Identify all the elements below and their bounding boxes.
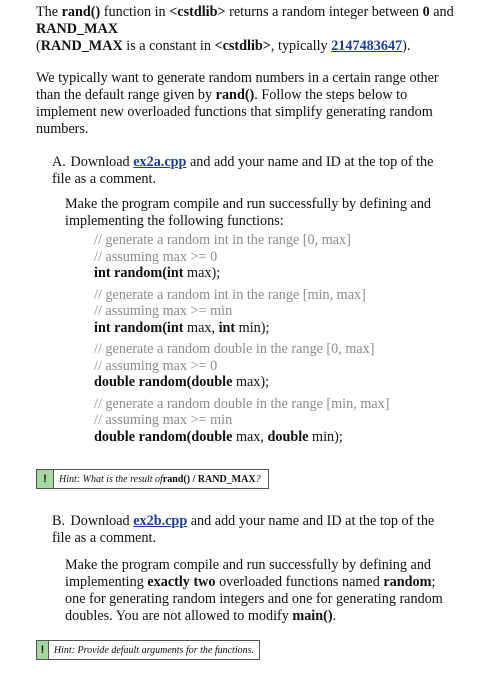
function-name: random( [110,265,167,281]
param-name: max [183,265,212,281]
param-type: int [166,319,184,336]
param-name: max [232,428,261,445]
function-name: random( [135,374,192,390]
return-type: int [94,265,111,281]
function-declaration [94,341,464,391]
intro-text: , typically [270,38,332,54]
step-a-label: A. [52,154,66,170]
rand-max-value-link[interactable]: 2147483647 [331,38,403,54]
code-comment: // assuming max >= 0 [94,357,218,374]
intro-description [36,70,466,138]
step-text: Download [70,154,134,170]
hint-box [36,640,260,660]
main-function-name: main() [292,608,333,624]
code-comment: // assuming max >= 0 [94,248,218,265]
instruction-text: ; one for generating random integers and one for generating random doubles. You are not allowed to modify [65,574,443,624]
function-declaration [94,232,464,282]
rand-function-name: rand() [61,4,101,20]
paren: ( [36,38,41,54]
param-name: max [232,374,261,390]
function-signature [94,374,464,391]
zero-value: 0 [422,4,430,20]
rand-max-name: RAND_MAX [36,21,118,37]
param-type: double [191,428,233,445]
param-name: max [183,319,212,336]
function-name: random( [110,319,167,336]
intro-text: is a constant in [122,38,215,54]
instruction-text: overloaded functions named [215,574,384,590]
hint-text [54,470,266,488]
function-declaration [94,287,464,337]
ex2b-file-link[interactable]: ex2b.cpp [133,513,188,529]
step-b-instruction [52,557,452,625]
step-b-label: B. [52,513,66,529]
instruction-text: . [332,608,337,624]
param-type: int [166,265,184,281]
hint-box [36,469,269,489]
return-type: int [94,319,111,336]
param-type: int [218,319,236,336]
param-name: min [235,319,261,336]
function-name: random [383,574,432,590]
step-a [52,154,452,230]
function-signature [94,320,464,337]
param-name: min [308,428,335,445]
function-name: random( [135,428,192,445]
intro-text: function in [100,4,170,20]
hint-icon: ! [37,641,49,659]
step-text: and add your name and ID at the top of the file as a comment. [52,513,435,546]
intro-paragraph [36,4,466,55]
param-separator: , [260,428,268,445]
signature-end: ); [260,319,270,336]
cstdlib-header-name: <cstdlib> [214,38,271,54]
code-comment: // assuming max >= min [94,303,233,319]
hint-icon: ! [37,470,54,488]
function-declaration [94,396,464,446]
step-text: Download [70,513,134,529]
step-a-instruction: Make the program compile and run successfully by defining and implementing the following functions: [65,196,432,229]
signature-end: ); [260,374,270,390]
signature-end: ); [334,428,343,445]
cstdlib-header-name: <cstdlib> [169,4,226,20]
hint-code: rand() / RAND_MAX [162,473,256,485]
ex2a-file-link[interactable]: ex2a.cpp [133,154,187,170]
instruction-text: Make the program compile and run successfully by defining and implementing [65,557,432,590]
paren: ). [402,38,411,54]
param-type: double [191,374,233,390]
function-signature [94,265,464,282]
code-comment: // generate a random int in the range [min, max] [94,286,366,303]
code-comment: // assuming max >= min [94,412,233,428]
intro-text: The [36,4,62,20]
function-signature [94,429,464,446]
signature-end: ); [211,265,221,281]
step-text: and add your name and ID at the top of the file as a comment. [52,154,434,187]
function-declarations [94,232,464,445]
hint-text-part: ? [255,473,261,485]
emphasis: exactly two [147,574,216,590]
param-type: double [267,428,309,445]
hint-text-part: Hint: What is the result of [59,473,163,485]
intro-text: and [429,4,454,20]
return-type: double [94,428,136,445]
code-comment: // generate a random double in the range [0, max] [94,341,375,357]
intro-text: . Follow the steps below to implement new overloaded functions that simplify generating random numbers. [36,87,433,137]
hint-text: Hint: Provide default arguments for the functions. [53,644,254,656]
rand-function-name: rand() [215,87,255,103]
code-comment: // generate a random double in the range [min, max] [94,395,390,412]
intro-text: returns a random integer between [225,4,423,20]
return-type: double [94,374,136,390]
code-comment: // generate a random int in the range [0, max] [94,232,351,248]
param-separator: , [211,319,219,336]
rand-max-name: RAND_MAX [40,38,123,54]
step-b [52,513,452,625]
intro-text: We typically want to generate random numbers in a certain range other than the default range given by [36,70,439,103]
